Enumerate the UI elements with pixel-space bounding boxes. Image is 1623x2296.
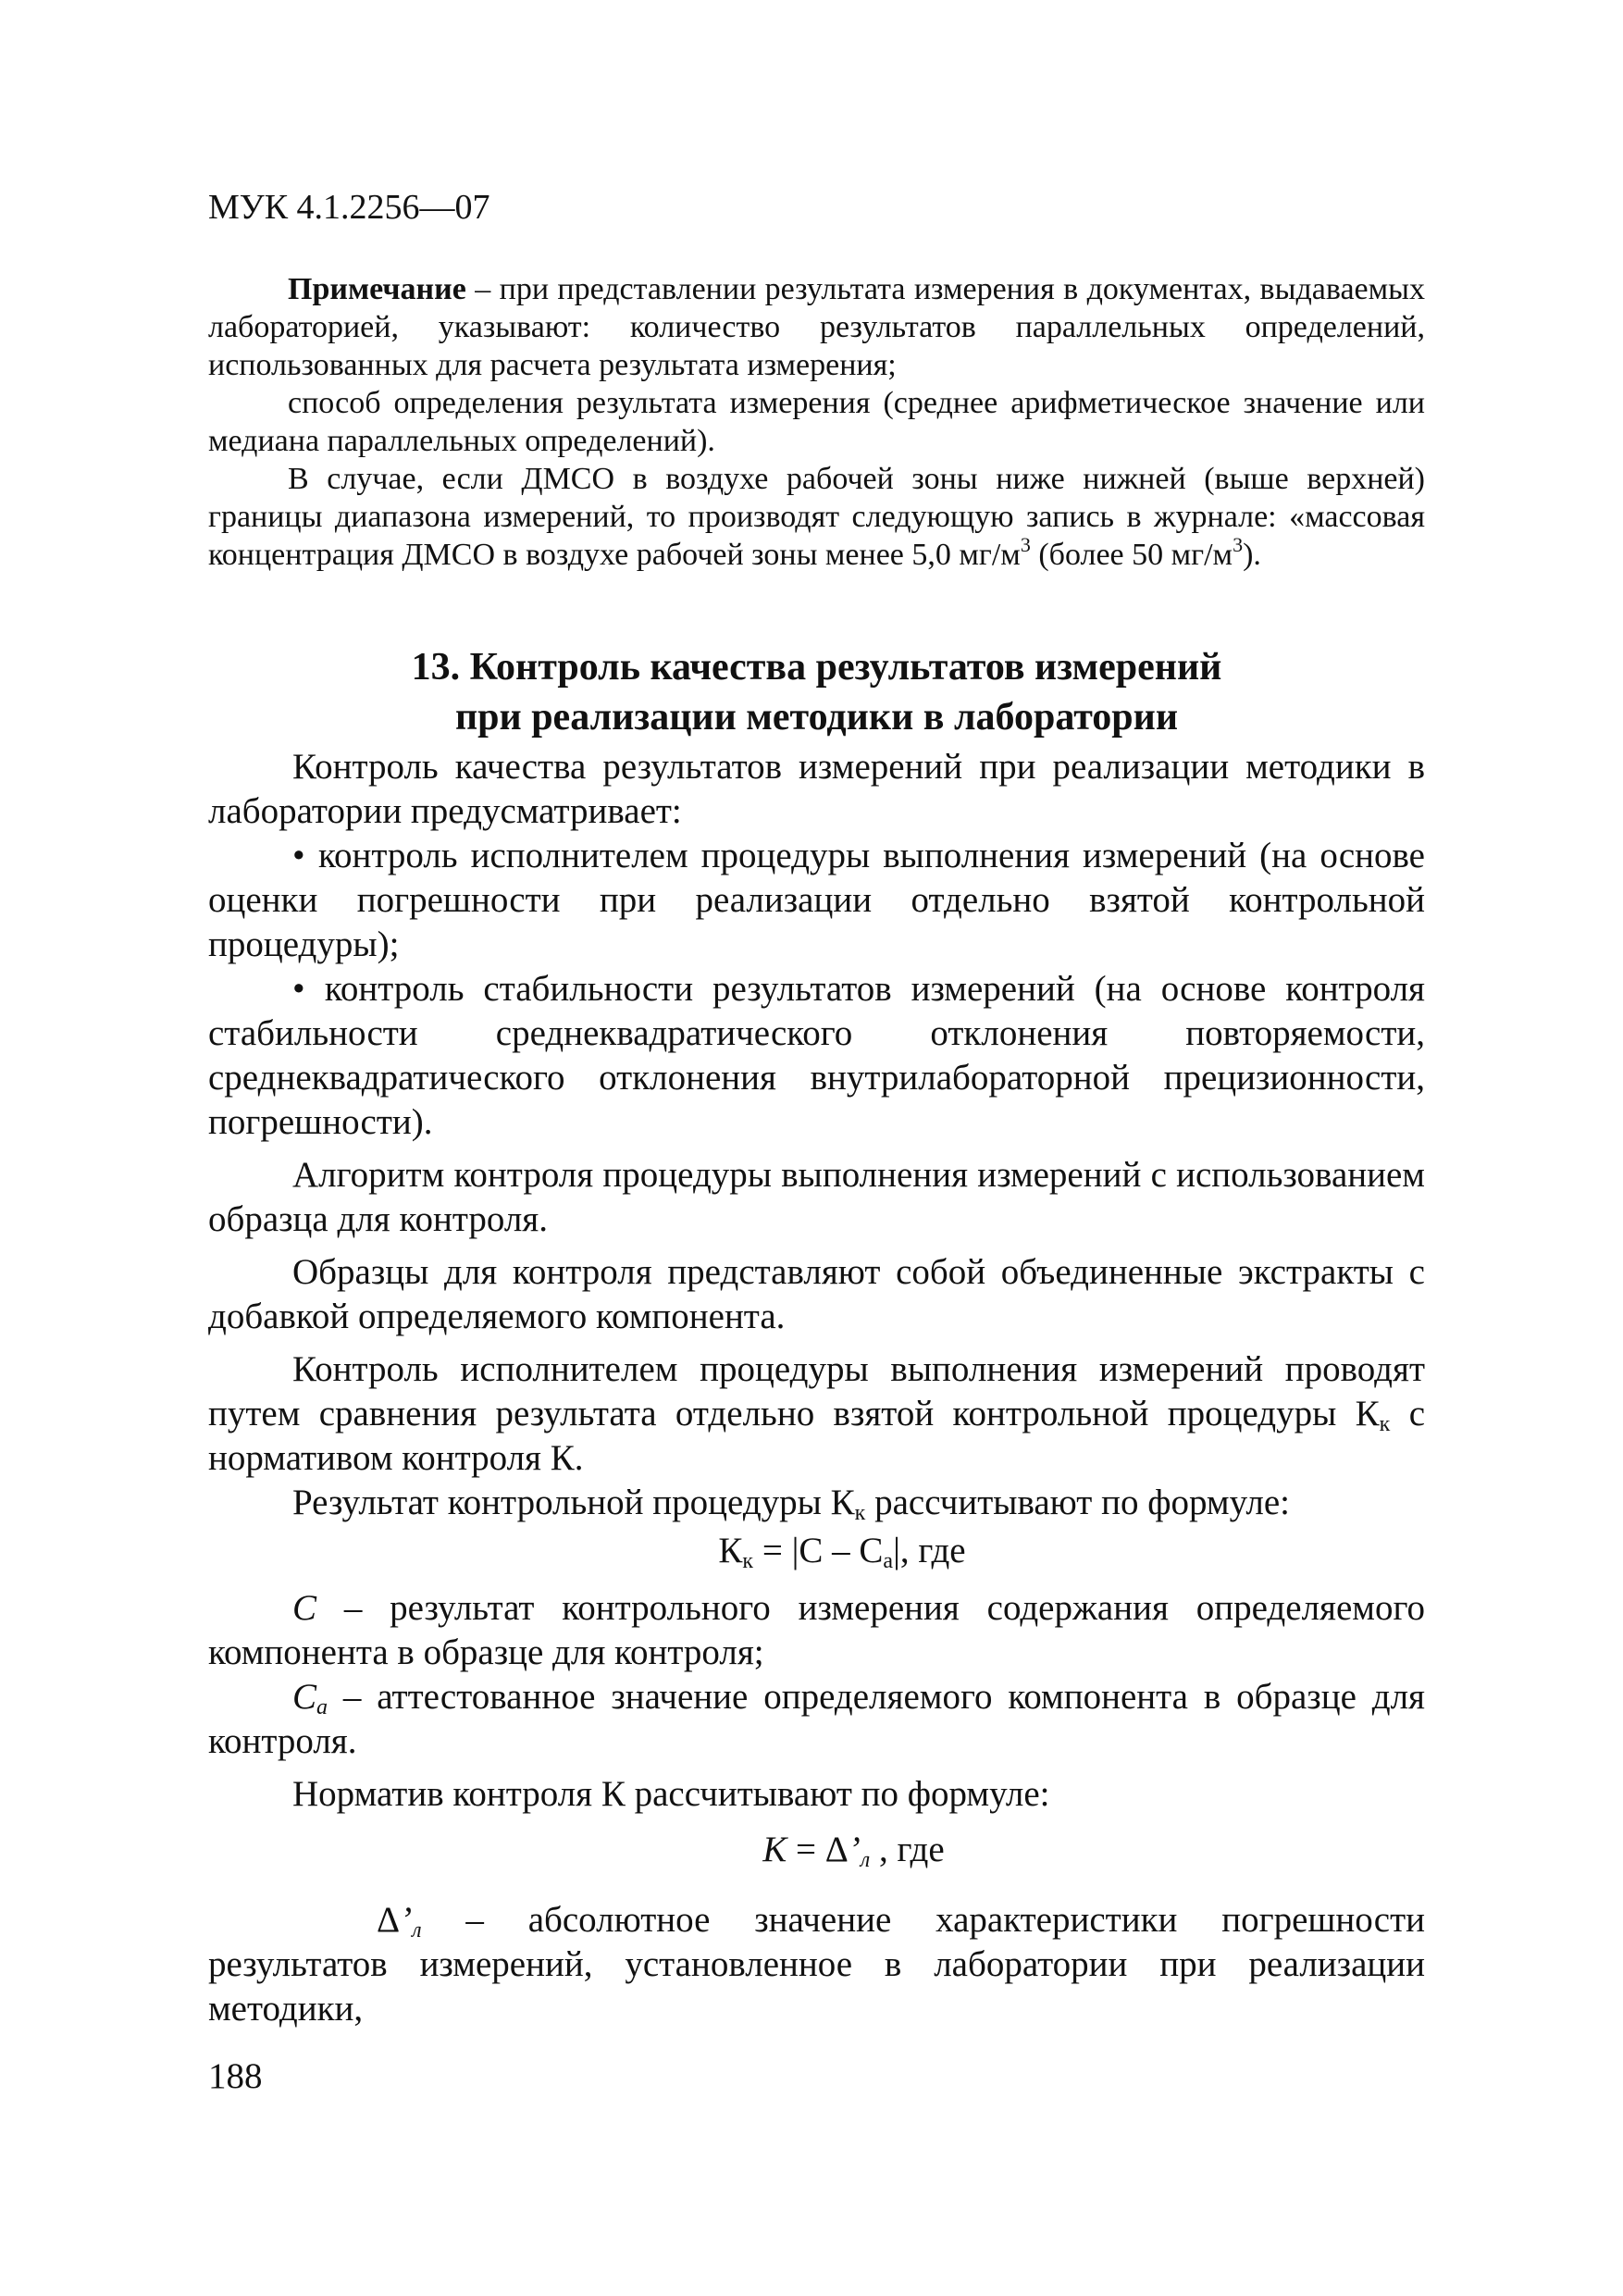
result-subscript: к (854, 1501, 866, 1525)
delta-subscript: л (860, 1848, 871, 1872)
bullet-item-2 (208, 967, 1425, 1145)
delta-subscript: л (412, 1918, 422, 1942)
delta-prime: ’ (848, 1830, 861, 1869)
formula-2-tail: , где (870, 1830, 945, 1869)
formula-1-k: К (718, 1531, 743, 1570)
note-text-3c: ). (1243, 538, 1261, 572)
note-paragraph-3 (208, 460, 1425, 574)
control-paragraph (208, 1347, 1425, 1481)
document-page (208, 0, 1425, 2296)
body-text (208, 745, 1425, 2031)
formula-1-equation: = |С – С (753, 1531, 884, 1570)
ca-definition-text: – аттестованное значение определяемого компонента в образце для контроля. (208, 1677, 1425, 1761)
delta-symbol (825, 1828, 871, 1872)
formula-2-k: К (762, 1830, 787, 1869)
result-text-b: рассчитывают по формуле: (865, 1483, 1290, 1522)
algorithm-paragraph: Алгоритм контроля процедуры выполнения измерений с использованием образца для контроля. (208, 1155, 1425, 1239)
intro-paragraph: Контроль качества результатов измерений при реализации методики в лаборатории предусматривает: (208, 747, 1425, 831)
ca-symbol: С (292, 1677, 317, 1717)
note-text-3a: В случае, если ДМСО в воздухе рабочей зоны ниже нижней (выше верхней) границы диапазона измерений, то производят следующую запись в журнале: «массовая концентрация ДМСО в воздухе рабочей зоны менее 5,0 мг/м (208, 462, 1425, 572)
note-sup-a: 3 (1020, 533, 1031, 556)
c-symbol: С (292, 1588, 317, 1628)
note-sup-b: 3 (1233, 533, 1244, 556)
bullet-icon: • (292, 969, 305, 1009)
delta-prime: ’ (400, 1900, 413, 1940)
note-paragraph-2: способ определения результата измерения (среднее арифметическое значение или медиана параллельных определений). (208, 386, 1425, 458)
running-head: МУК 4.1.2256—07 (208, 188, 490, 227)
result-text-a: Результат контрольной процедуры К (292, 1483, 855, 1522)
section-title-line-2: при реализации методики в лаборатории (454, 696, 1179, 738)
note-text-3b: (более 50 мг/м (1030, 538, 1233, 572)
control-subscript: к (1379, 1412, 1391, 1436)
page-number: 188 (208, 2056, 263, 2096)
norm-paragraph: Норматив контроля К рассчитывают по формуле: (292, 1774, 1050, 1814)
section-title (208, 642, 1425, 742)
note-paragraph-1 (208, 270, 1425, 384)
result-paragraph (208, 1481, 1425, 1525)
c-definition (208, 1586, 1425, 1675)
bullet-text-2: контроль стабильности результатов измерений (на основе контроля стабильности среднеквадратического отклонения повторяемости, среднеквадратического отклонения внутрилабораторной прецизионности, погрешности). (208, 969, 1425, 1142)
delta-glyph: Δ (377, 1900, 401, 1940)
formula-1 (208, 1529, 1425, 1573)
formula-1-k-subscript: к (742, 1549, 754, 1573)
formula-1-tail: |, где (893, 1531, 966, 1570)
samples-paragraph: Образцы для контроля представляют собой объединенные экстракты с добавкой определяемого компонента. (208, 1252, 1425, 1336)
formula-1-a-subscript: а (883, 1549, 894, 1573)
delta-symbol-inline (292, 1898, 422, 1942)
control-text-a: Контроль исполнителем процедуры выполнения измерений проводят путем сравнения результата отдельно взятой контрольной процедуры К (208, 1349, 1425, 1433)
control-text-b: с нормативом контроля К. (208, 1394, 1425, 1478)
note-block (208, 270, 1425, 574)
section-title-line-1: 13. Контроль качества результатов измерений (411, 646, 1222, 689)
bullet-icon: • (292, 836, 305, 875)
bullet-text-1: контроль исполнителем процедуры выполнения измерений (на основе оценки погрешности при реализации отдельно взятой контрольной процедуры); (208, 836, 1425, 964)
delta-glyph: Δ (824, 1830, 849, 1869)
formula-2-equals: = (787, 1830, 825, 1869)
note-text-1: – при представлении результата измерения в документах, выдаваемых лабораторией, указывают: количество результатов параллельных определений, использованных для расчета результата измерения; (208, 272, 1425, 382)
formula-2 (208, 1828, 1425, 1872)
delta-definition-text: – абсолютное значение характеристики погрешности результатов измерений, установленное в лаборатории при реализации методики, (208, 1900, 1425, 2029)
note-label: Примечание (288, 272, 466, 306)
ca-definition (208, 1675, 1425, 1764)
c-definition-text: – результат контрольного измерения содержания определяемого компонента в образце для контроля; (208, 1588, 1425, 1672)
ca-subscript: а (316, 1695, 328, 1719)
delta-definition (208, 1898, 1425, 2031)
bullet-item-1 (208, 834, 1425, 967)
